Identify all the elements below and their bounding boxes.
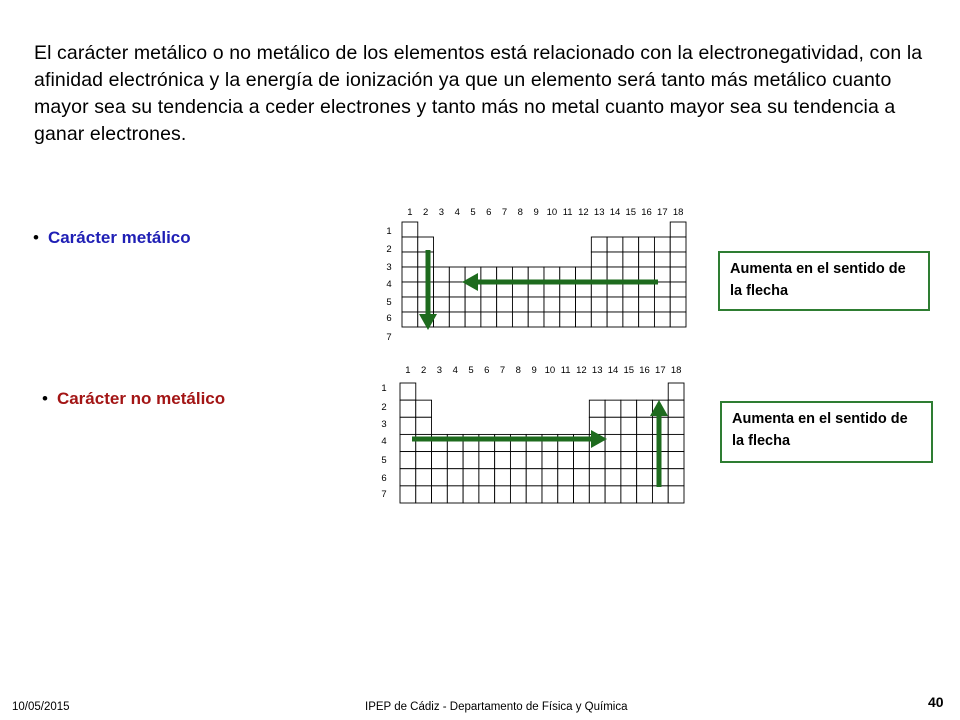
- group-number-label: 7: [499, 365, 506, 376]
- table-cell: [668, 486, 684, 503]
- period-number-label: 1: [381, 383, 387, 394]
- period-number-label: 5: [386, 297, 392, 308]
- group-number-label: 5: [470, 207, 476, 218]
- bullet-dot: •: [42, 389, 48, 408]
- table-cell: [668, 417, 684, 434]
- table-cell: [432, 486, 448, 503]
- table-cell: [510, 469, 526, 486]
- table-cell: [652, 486, 668, 503]
- period-number-label: 2: [381, 402, 387, 413]
- table-cell: [526, 452, 542, 469]
- group-number-label: 2: [421, 365, 427, 376]
- table-cell: [479, 452, 495, 469]
- table-cell: [400, 400, 416, 417]
- period-number-label: 1: [386, 226, 392, 237]
- table-cell: [621, 400, 637, 417]
- note-box-metallic: Aumenta en el sentido de la flecha: [718, 251, 930, 311]
- table-cell: [400, 417, 416, 434]
- group-number-label: 10: [544, 365, 556, 376]
- table-cell: [637, 400, 653, 417]
- period-number-label: 3: [381, 419, 387, 430]
- table-cell: [526, 486, 542, 503]
- table-cell: [621, 486, 637, 503]
- table-cell: [400, 383, 416, 400]
- table-cell: [542, 452, 558, 469]
- metallic-character-label: Carácter metálico: [47, 228, 191, 247]
- period-number-label: 6: [381, 473, 387, 484]
- group-number-label: 3: [438, 207, 445, 218]
- group-number-label: 3: [436, 365, 443, 376]
- table-cell: [510, 486, 526, 503]
- table-cell: [621, 417, 637, 434]
- group-number-label: 12: [578, 207, 589, 218]
- group-number-label: 16: [641, 207, 652, 218]
- table-cell: [479, 486, 495, 503]
- table-cell: [637, 434, 653, 451]
- table-cell: [605, 452, 621, 469]
- table-cell: [668, 434, 684, 451]
- table-cell: [558, 486, 574, 503]
- table-cell: [605, 486, 621, 503]
- group-number-label: 14: [609, 207, 621, 218]
- footer-date: 10/05/2015: [12, 701, 70, 713]
- table-cell: [447, 452, 463, 469]
- table-cell: [574, 469, 590, 486]
- group-number-label: 13: [591, 365, 603, 376]
- period-number-label: 6: [386, 313, 392, 324]
- group-number-label: 15: [625, 207, 637, 218]
- group-number-label: 18: [672, 207, 684, 218]
- table-cell: [637, 417, 653, 434]
- table-cell: [416, 417, 432, 434]
- group-number-label: 1: [405, 365, 411, 376]
- table-cell: [637, 452, 653, 469]
- group-number-label: 16: [639, 365, 650, 376]
- group-number-label: 8: [515, 365, 521, 376]
- group-number-label: 11: [562, 207, 573, 218]
- table-cell: [558, 452, 574, 469]
- table-cell: [558, 469, 574, 486]
- group-number-label: 11: [560, 365, 571, 376]
- table-cell: [605, 469, 621, 486]
- table-cell: [447, 486, 463, 503]
- table-cell: [589, 400, 605, 417]
- table-cell: [542, 486, 558, 503]
- group-number-label: 2: [423, 207, 429, 218]
- table-cell: [668, 400, 684, 417]
- group-number-label: 5: [468, 365, 474, 376]
- table-cell: [574, 486, 590, 503]
- table-cell: [495, 469, 511, 486]
- table-cell: [589, 469, 605, 486]
- group-number-label: 8: [517, 207, 523, 218]
- period-number-label: 7: [386, 332, 392, 343]
- group-number-label: 17: [655, 365, 666, 376]
- group-number-label: 4: [452, 365, 458, 376]
- table-cell: [416, 469, 432, 486]
- table-cell: [463, 486, 479, 503]
- table-cell: [400, 469, 416, 486]
- table-cell: [605, 400, 621, 417]
- note-box-nonmetallic: Aumenta en el sentido de la flecha: [720, 401, 933, 463]
- table-cell: [463, 469, 479, 486]
- table-cell: [400, 486, 416, 503]
- group-number-label: 14: [607, 365, 619, 376]
- nonmetallic-character-label: Carácter no metálico: [56, 389, 226, 408]
- page-number: 40: [928, 694, 944, 710]
- footer-text: IPEP de Cádiz - Departamento de Física y Química: [365, 701, 628, 713]
- table-cell: [479, 469, 495, 486]
- group-number-label: 18: [670, 365, 682, 376]
- period-number-label: 2: [386, 244, 392, 255]
- period-number-label: 5: [381, 455, 387, 466]
- table-cell: [621, 469, 637, 486]
- table-cell: [495, 486, 511, 503]
- period-number-label: 3: [386, 262, 392, 273]
- table-cell: [621, 452, 637, 469]
- group-number-label: 6: [484, 365, 490, 376]
- group-number-label: 9: [533, 207, 539, 218]
- table-cell: [589, 486, 605, 503]
- table-cell: [463, 452, 479, 469]
- table-cell: [637, 469, 653, 486]
- table-cell: [400, 452, 416, 469]
- group-number-label: 13: [593, 207, 605, 218]
- group-number-label: 1: [407, 207, 413, 218]
- table-cell: [510, 452, 526, 469]
- table-cell: [589, 452, 605, 469]
- group-number-label: 12: [576, 365, 587, 376]
- table-cell: [526, 469, 542, 486]
- table-cell: [668, 469, 684, 486]
- table-cell: [416, 486, 432, 503]
- table-cell: [432, 452, 448, 469]
- table-cell: [637, 486, 653, 503]
- group-number-label: 10: [546, 207, 558, 218]
- group-number-label: 17: [657, 207, 668, 218]
- intro-paragraph: El carácter metálico o no metálico de los elementos está relacionado con la electronegatividad, con la afinidad electrónica y la energía de ionización ya que un elemento será tanto más metálico cuanto mayor sea su tendencia a ceder electrones y tanto más no metal cuanto mayor sea su tendencia a ganar electrones.: [34, 42, 923, 145]
- group-number-label: 9: [531, 365, 537, 376]
- table-cell: [668, 452, 684, 469]
- table-cell: [668, 383, 684, 400]
- period-number-label: 7: [381, 489, 387, 500]
- period-number-label: 4: [386, 279, 392, 290]
- period-number-label: 4: [381, 436, 387, 447]
- table-cell: [574, 452, 590, 469]
- group-number-label: 7: [501, 207, 508, 218]
- table-cell: [447, 469, 463, 486]
- bullet-dot: •: [33, 228, 39, 247]
- table-cell: [495, 452, 511, 469]
- group-number-label: 6: [486, 207, 492, 218]
- group-number-label: 4: [454, 207, 460, 218]
- table-cell: [621, 434, 637, 451]
- table-cell: [605, 434, 621, 451]
- table-cell: [416, 400, 432, 417]
- table-cell: [432, 469, 448, 486]
- table-cell: [542, 469, 558, 486]
- table-cell: [605, 417, 621, 434]
- table-cell: [416, 452, 432, 469]
- group-number-label: 15: [623, 365, 635, 376]
